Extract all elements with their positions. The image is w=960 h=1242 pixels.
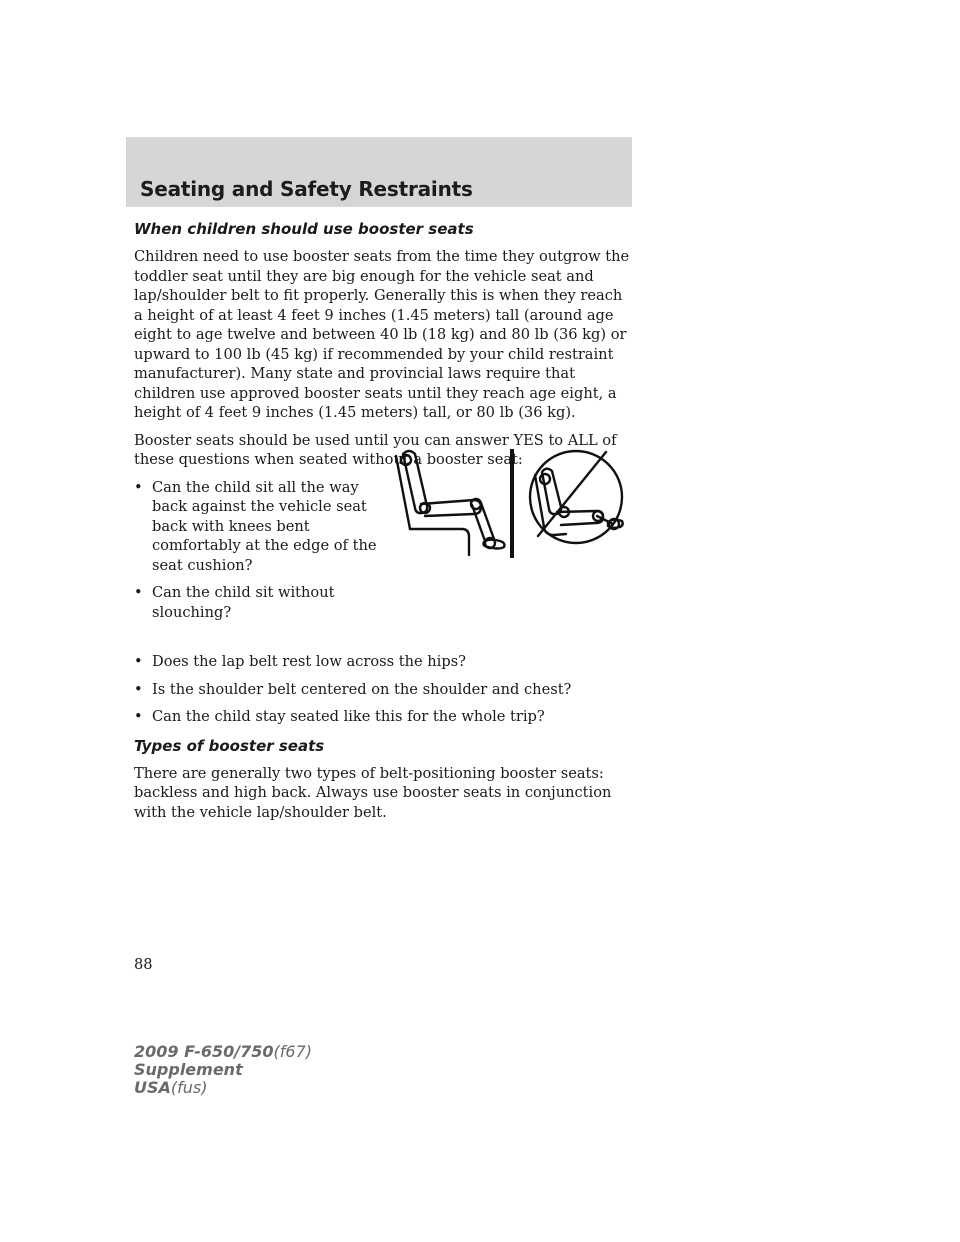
list-item bbox=[134, 652, 634, 672]
list-item-text: Is the shoulder belt centered on the shoulder and chest? bbox=[152, 680, 572, 698]
footer-model-code: (f67) bbox=[273, 1042, 312, 1061]
correct-posture-icon bbox=[396, 451, 505, 555]
list-item-text: Can the child sit without slouching? bbox=[152, 584, 335, 621]
document-footer bbox=[134, 1043, 312, 1097]
section-title: Seating and Safety Restraints bbox=[140, 177, 473, 201]
bullet-icon: • bbox=[134, 653, 143, 670]
list-item bbox=[134, 478, 392, 576]
list-item-text: Can the child sit all the way back against the vehicle seat back with knees bent comfortably at the edge of the seat cushion? bbox=[152, 478, 377, 574]
list-item-text: Does the lap belt rest low across the hips? bbox=[152, 653, 466, 670]
footer-market: USA bbox=[134, 1078, 171, 1097]
footer-market-line bbox=[134, 1079, 312, 1097]
bullet-icon: • bbox=[134, 680, 143, 698]
list-item-text: Can the child stay seated like this for the whole trip? bbox=[152, 708, 545, 725]
subheading-when-booster: When children should use booster seats bbox=[134, 220, 474, 238]
paragraph-booster-questions: Booster seats should be used until you can answer YES to ALL of these questions when seated without a booster seat: bbox=[134, 431, 617, 468]
incorrect-posture-icon bbox=[530, 451, 623, 543]
paragraph-booster-when: Children need to use booster seats from the time they outgrow the toddler seat until they are big enough for the vehicle seat and lap/shoulder belt to fit properly. Generally this is when they reach a height of at least 4 feet 9 inches (1.45 meters) tall (around age eight to age twelve and between 40 lb (18 kg) and 80 lb (36 kg) or upward to 100 lb (45 kg) if recommended by your child restraint manufacturer). Many state and provincial laws require that children use approved booster seats until they reach age eight, a height of 4 feet 9 inches (1.45 meters) tall, or 80 lb (36 kg). bbox=[134, 248, 630, 421]
footer-supplement: Supplement bbox=[134, 1060, 243, 1079]
footer-model: 2009 F-650/750 bbox=[134, 1042, 274, 1061]
bullet-icon: • bbox=[134, 478, 143, 496]
footer-model-line bbox=[134, 1043, 312, 1061]
bullet-icon: • bbox=[134, 584, 143, 601]
page-number: 88 bbox=[134, 956, 153, 973]
list-item bbox=[134, 680, 634, 700]
footer-market-code: (fus) bbox=[170, 1078, 208, 1097]
paragraph-booster-types: There are generally two types of belt-positioning booster seats: backless and high back. Always use booster seats in conjunction with the vehicle lap/shoulder belt. bbox=[134, 764, 612, 821]
list-item bbox=[134, 707, 634, 727]
subheading-booster-types: Types of booster seats bbox=[134, 736, 325, 755]
list-item bbox=[134, 583, 392, 622]
bullet-icon: • bbox=[134, 708, 143, 725]
booster-seat-posture-illustration bbox=[394, 442, 634, 560]
